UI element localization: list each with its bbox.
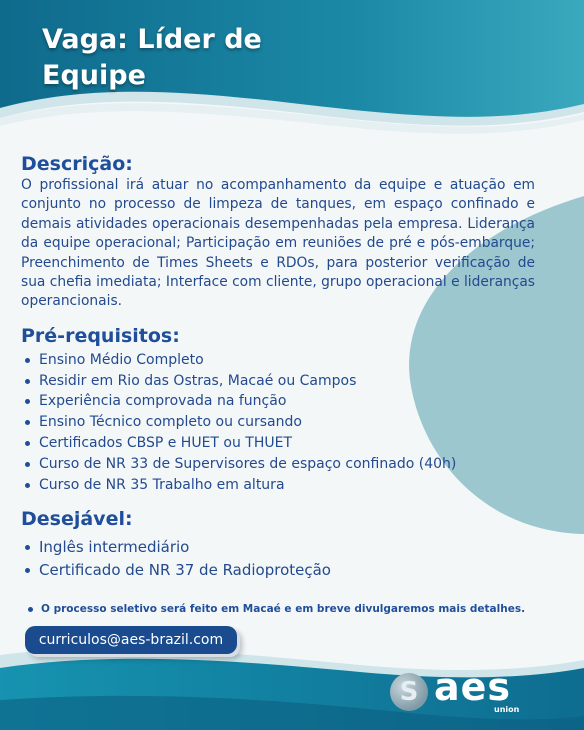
email-badge[interactable] [25, 626, 237, 654]
logo-name: aes [434, 665, 512, 709]
list-item: Inglês intermediário [21, 536, 535, 559]
list-item: Curso de NR 35 Trabalho em altura [21, 475, 535, 496]
list-item: Ensino Técnico completo ou cursando [21, 412, 535, 433]
description-title: Descrição: [21, 153, 133, 175]
list-item: Ensino Médio Completo [21, 350, 535, 371]
page-title: Vaga: Líder de Equipe [42, 24, 262, 91]
desirable-title: Desejável: [21, 508, 133, 531]
selection-note [28, 601, 568, 617]
list-item: Residir em Rio das Ostras, Macaé ou Campos [21, 371, 535, 392]
email-text[interactable]: curriculos@aes-brazil.com [38, 632, 224, 648]
list-item: Certificado de NR 37 de Radioproteção [21, 559, 535, 582]
list-item: Curso de NR 33 de Supervisores de espaço confinado (40h) [21, 454, 535, 475]
aes-swirl-icon [390, 673, 428, 711]
company-logo [390, 667, 530, 719]
list-item: Certificados CBSP e HUET ou THUET [21, 433, 535, 454]
bullet-icon [28, 607, 33, 612]
logo-sub: union [494, 705, 520, 714]
note-text: O processo seletivo será feito em Macaé e em breve divulgaremos mais detalhes. [41, 603, 526, 615]
list-item: Experiência comprovada na função [21, 391, 535, 412]
prerequisites-title: Pré-requisitos: [21, 324, 180, 347]
description-text: O profissional irá atuar no acompanhamento da equipe e atuação em conjunto no processo de limpeza de tanques, em espaço confinado e demais atividades operacionais desempenhadas pela empresa. Liderança da equipe operacional; Participação em reuniões de pré e pós-embarque; Preenchimento de Times Sheets e RDOs, para posterior verificação de sua chefia imediata; Interface com cliente, grupo operacional e lideranças operancionais. [21, 177, 535, 310]
job-content [21, 152, 535, 582]
desirable-list [21, 536, 535, 582]
prerequisites-list [21, 350, 535, 496]
